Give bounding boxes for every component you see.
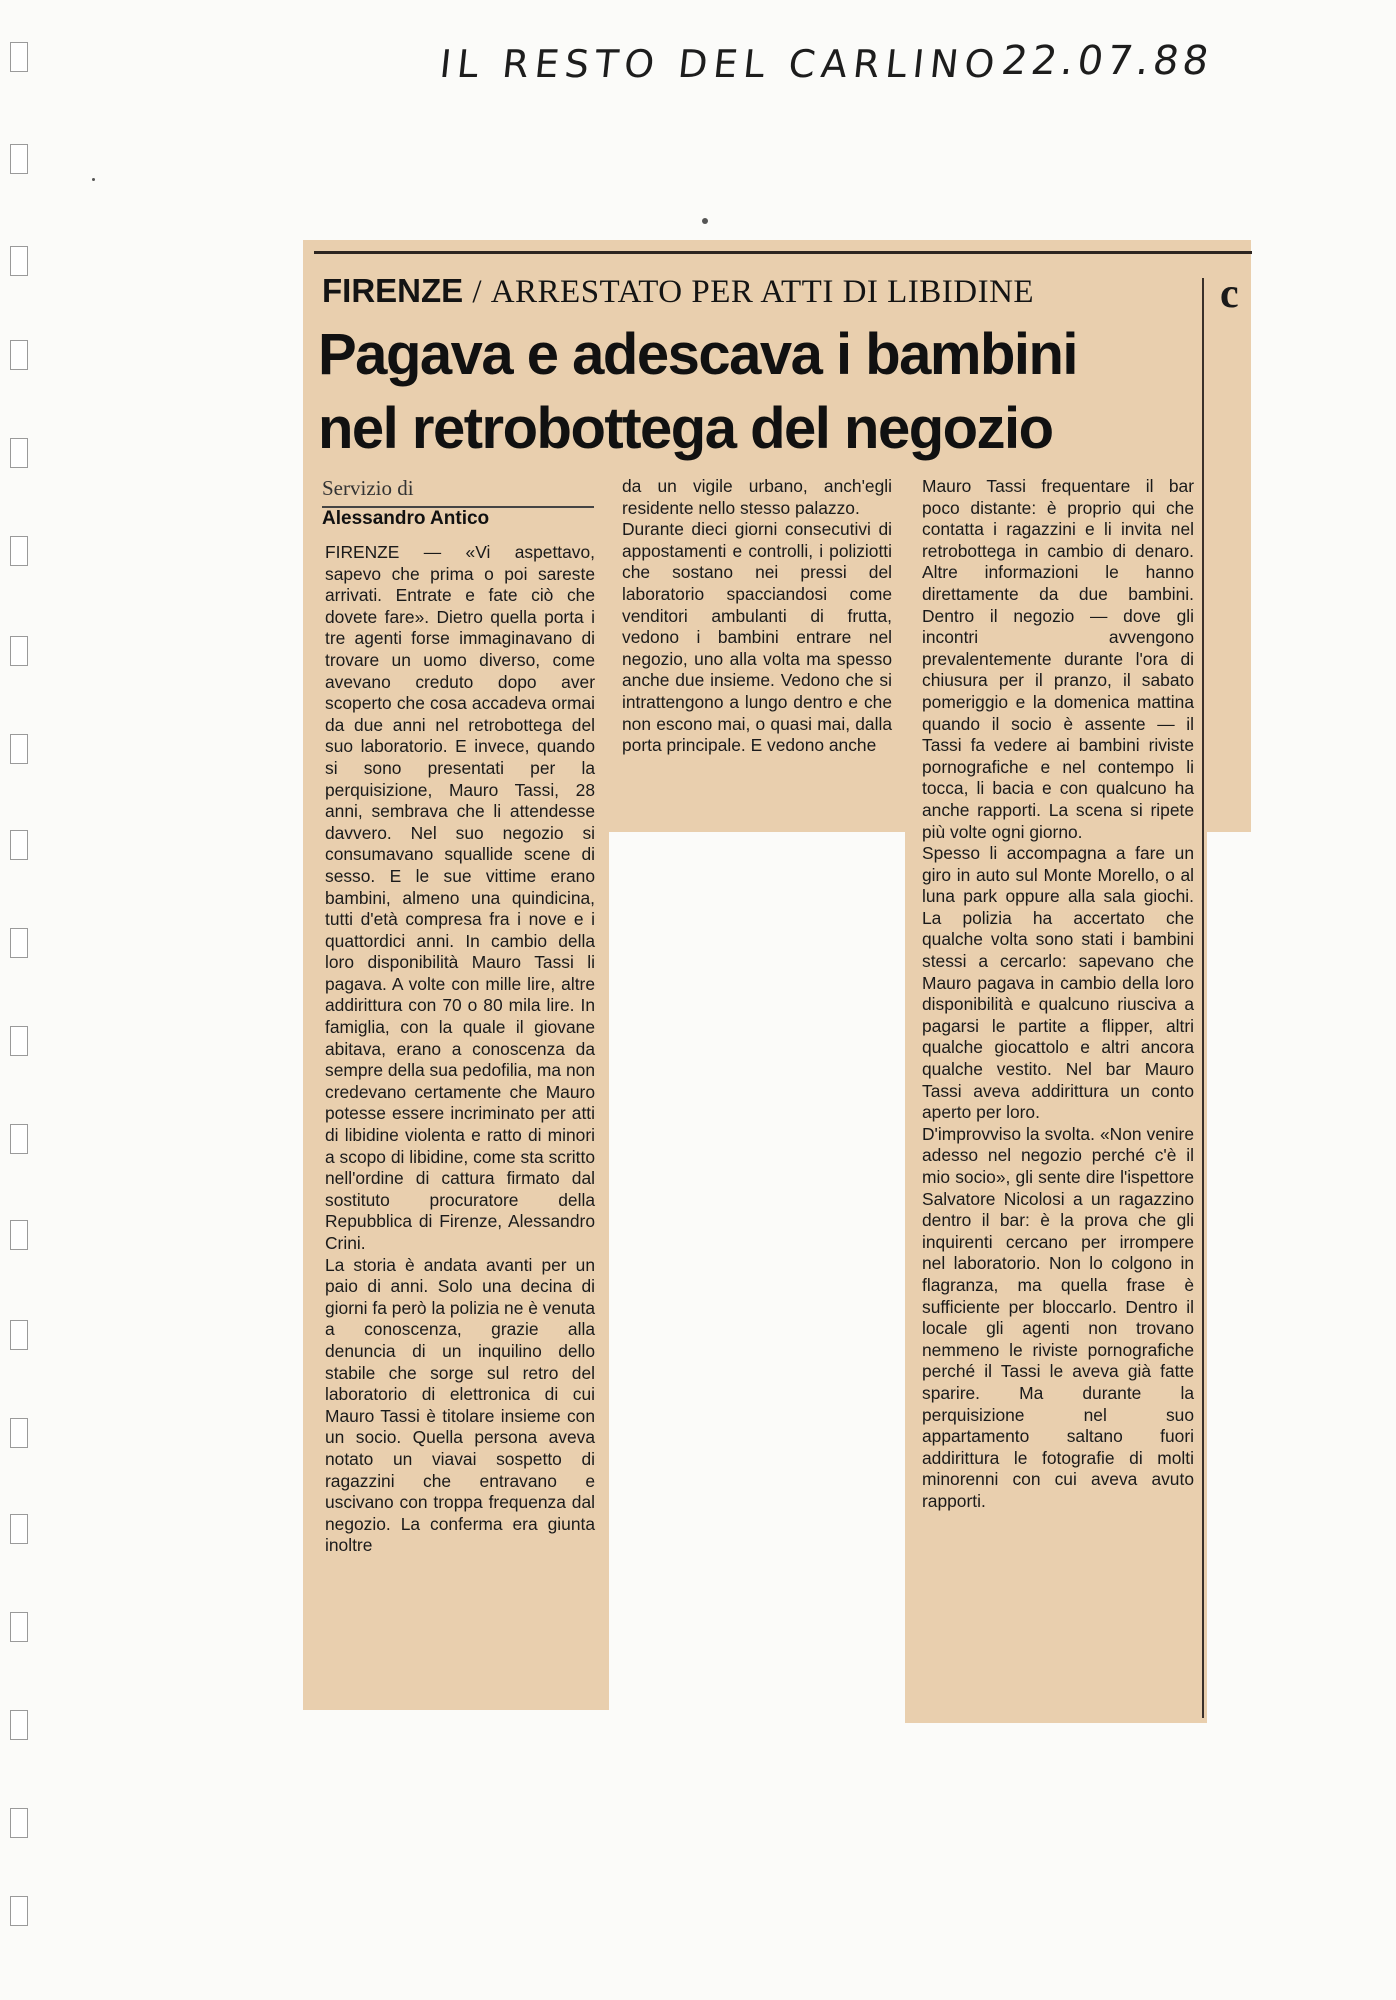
paragraph: La storia è andata avanti per un paio di anni. Solo una decina di giorni fa però la polizia ne è venuta a conoscenza, grazie alla denuncia di un inquilino dello stabile che sorge sul retro del laboratorio di elettronica di cui Mauro Tassi è titolare insieme con un socio. Quella persona aveva notato un viavai sospetto di ragazzini che entravano e uscivano con troppa frequenza dal negozio. La conferma era giunta inoltre [325,1254,595,1556]
paragraph: Durante dieci giorni consecutivi di appostamenti e controlli, i poliziotti che sostano nei pressi del laboratorio spacciandosi come venditori ambulanti di frutta, vedono i bambini entrare nel negozio, uno alla volta ma spesso anche due insieme. Vedono che si intrattengono a lungo dentro e che non escono mai, o quasi mai, dalla porta principale. E vedono anche [622,519,892,756]
paragraph: D'improvviso la svolta. «Non venire adesso nel negozio perché c'è il mio socio», gli sente dire l'ispettore Salvatore Nicolosi a un ragazzino dentro il bar: è la prova che gli inquirenti cercano per irrompere nel laboratorio. Non lo colgono in flagranza, ma quella frase è sufficiente per bloccarlo. Dentro il locale gli agenti non trovano nemmeno le riviste pornografiche perché il Tassi le aveva già fatte sparire. Ma durante la perquisizione nel suo appartamento saltano fuori addirittura le fotografie di molti minorenni con cui aveva avuto rapporti. [922,1123,1194,1511]
paragraph: Spesso li accompagna a fare un giro in auto sul Monte Morello, o al luna park oppure alla sala giochi. La polizia ha accertato che qualche volta sono stati i bambini stessi a cercarlo: sapevano che Mauro pagava in cambio della loro disponibilità e qualcuno riusciva a pagarsi le partite a flipper, altri qualche giocattolo e altri ancora qualche vestito. Nel bar Mauro Tassi aveva addirittura un conto aperto per loro. [922,843,1194,1123]
binder-hole [10,1808,28,1838]
binder-hole [10,1514,28,1544]
paragraph: FIRENZE — «Vi aspettavo, sapevo che prima o poi sareste arrivati. Entrate e fate ciò che dovete fare». Dietro quella porta i tre agenti forse immaginavano di trovare un uomo diverso, come avevano creduto dopo aver scoperto che cosa accadeva ormai da due anni nel retrobottega del suo laboratorio. E invece, quando si sono presentati per la perquisizione, Mauro Tassi, 28 anni, sembrava che li attendesse davvero. Nel suo negozio si consumavano squallide scene di sesso. E le sue vittime erano bambini, almeno una quindicina, tutti d'età compresa fra i nove e i quattordici anni. In cambio della loro disponibilità Mauro Tassi li pagava. A volte con mille lire, altre addirittura con 70 o 80 mila lire. In famiglia, con la quale il giovane abitava, erano a conoscenza da sempre della sua pedofilia, ma non credevano certamente che Mauro potesse essere incriminato per atti di libidine violenta e ratto di minori a scopo di libidine, come sta scritto nell'ordine di cattura firmato dal sostituto procuratore della Repubblica di Firenze, Alessandro Crini. [325,542,595,1253]
binder-hole [10,144,28,174]
speck [92,178,95,181]
binder-hole [10,438,28,468]
binder-hole [10,1220,28,1250]
binder-hole [10,246,28,276]
article-column-2 [622,476,892,757]
binder-hole [10,1418,28,1448]
binder-hole [10,1124,28,1154]
binder-hole [10,1612,28,1642]
kicker-separator: / [472,274,482,310]
binder-hole [10,42,28,72]
handwritten-source: IL RESTO DEL CARLINO [437,42,1003,86]
binder-hole [10,1026,28,1056]
column-rule [1202,278,1204,1718]
headline-line-1: Pagava e adescava i bambini [318,322,1078,387]
speck [702,218,708,224]
article-column-3 [922,476,1194,1513]
binder-hole [10,536,28,566]
handwritten-date: 22.07.88 [998,38,1216,84]
binder-hole [10,636,28,666]
edge-fragment: c [1220,271,1239,317]
kicker [322,272,1034,311]
kicker-subject: ARRESTATO PER ATTI DI LIBIDINE [490,274,1035,310]
byline-author: Alessandro Antico [322,508,490,529]
paragraph: da un vigile urbano, anch'egli residente nello stesso palazzo. [622,476,892,518]
byline-prefix: Servizio di [322,476,414,500]
paragraph: Mauro Tassi frequentare il bar poco distante: è proprio qui che contatta i ragazzini e li invita nel retrobottega in cambio di denaro. Altre informazioni le hanno direttamente da due bambini. Dentro il negozio — dove gli incontri avvengono prevalentemente durante l'ora di chiusura per il pranzo, il sabato pomeriggio e la domenica mattina quando il socio è assente — il Tassi fa vedere ai bambini riviste pornografiche e nel contempo li tocca, li bacia e con qualcuno ha anche rapporti. La scena si ripete più volte ogni giorno. [922,476,1194,842]
article-column-1 [325,542,595,1557]
top-rule [314,251,1252,254]
binder-hole [10,830,28,860]
binder-hole [10,928,28,958]
binder-hole [10,1320,28,1350]
kicker-city: FIRENZE [322,272,464,309]
binder-hole [10,734,28,764]
headline-line-2: nel retrobottega del negozio [318,396,1053,461]
binder-hole [10,1896,28,1926]
binder-hole [10,1710,28,1740]
binder-hole [10,340,28,370]
headline [318,318,1218,466]
